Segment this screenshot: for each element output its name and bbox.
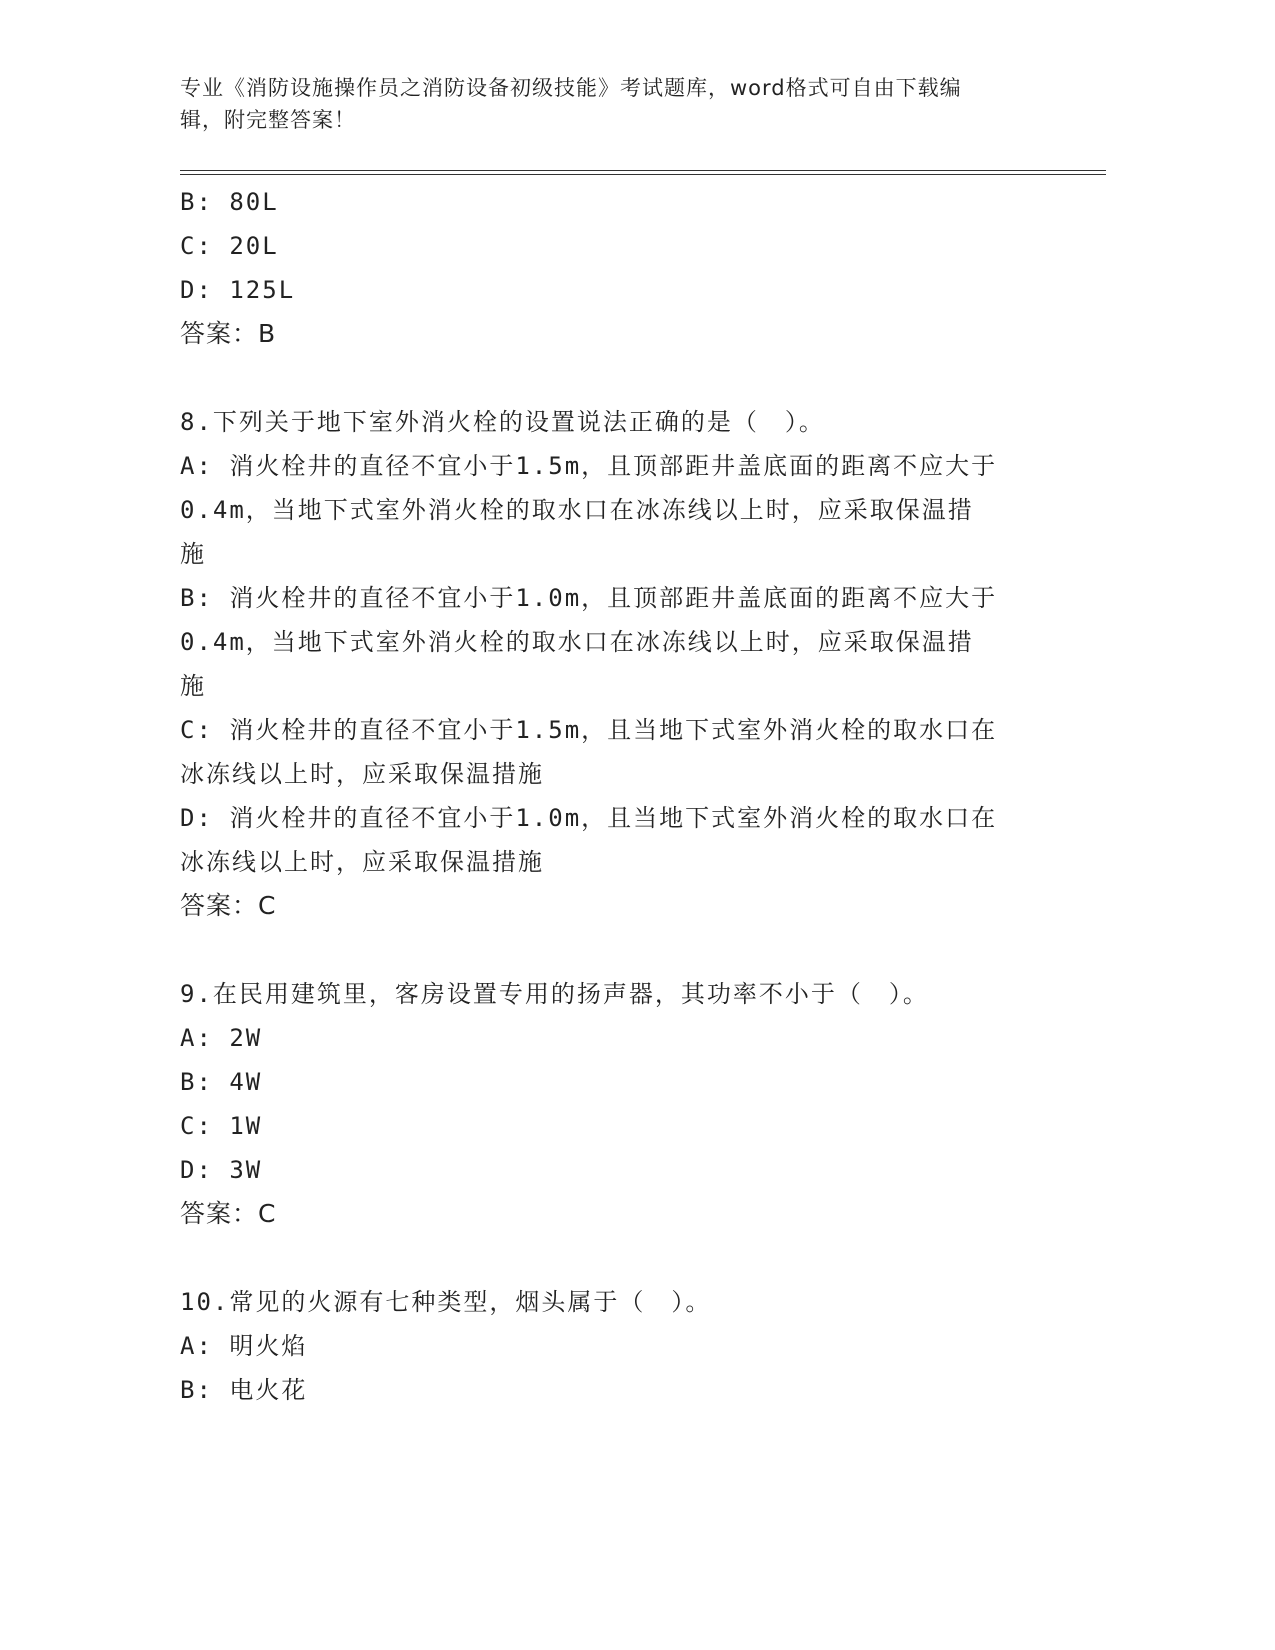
document-body [180, 180, 1050, 1412]
q10-question: 10.常见的火源有七种类型，烟头属于（ ）。 [180, 1288, 712, 1316]
q9-option-a: A: 2W [180, 1024, 263, 1052]
q8-option-b-line-2: 0.4m，当地下式室外消火栓的取水口在冰冻线以上时，应采取保温措 [180, 628, 974, 656]
spacer [180, 356, 1050, 400]
q9-option-c: C: 1W [180, 1112, 263, 1140]
header-line-2: 辑，附完整答案！ [180, 108, 356, 132]
document-header [180, 72, 1040, 136]
q7-option-d: D: 125L [180, 276, 296, 304]
q8-answer: 答案：C [180, 891, 277, 920]
question-10 [180, 1280, 1050, 1412]
q9-option-b: B: 4W [180, 1068, 263, 1096]
q8-option-c-line-1: C: 消火栓井的直径不宜小于1.5m，且当地下式室外消火栓的取水口在 [180, 716, 998, 744]
question-7 [180, 180, 1050, 356]
q9-answer: 答案：C [180, 1199, 277, 1228]
q7-answer: 答案：B [180, 319, 277, 348]
q8-option-a-line-1: A: 消火栓井的直径不宜小于1.5m，且顶部距井盖底面的距离不应大于 [180, 452, 998, 480]
spacer [180, 1236, 1050, 1280]
q8-option-c-line-2: 冰冻线以上时，应采取保温措施 [180, 760, 544, 788]
q8-question: 8.下列关于地下室外消火栓的设置说法正确的是（ ）。 [180, 408, 825, 436]
spacer [180, 928, 1050, 972]
q7-option-c: C: 20L [180, 232, 279, 260]
q8-option-b-line-1: B: 消火栓井的直径不宜小于1.0m，且顶部距井盖底面的距离不应大于 [180, 584, 998, 612]
q8-option-d-line-1: D: 消火栓井的直径不宜小于1.0m，且当地下式室外消火栓的取水口在 [180, 804, 998, 832]
q7-option-b: B: 80L [180, 188, 279, 216]
q9-question: 9.在民用建筑里，客房设置专用的扬声器，其功率不小于（ ）。 [180, 980, 929, 1008]
q10-option-b: B: 电火花 [180, 1376, 308, 1404]
header-line-1: 专业《消防设施操作员之消防设备初级技能》考试题库，word格式可自由下载编 [180, 76, 962, 100]
q8-option-a-line-2: 0.4m，当地下式室外消火栓的取水口在冰冻线以上时，应采取保温措 [180, 496, 974, 524]
q9-option-d: D: 3W [180, 1156, 263, 1184]
question-8 [180, 400, 1050, 928]
q8-option-a-line-3: 施 [180, 540, 206, 568]
q8-option-b-line-3: 施 [180, 672, 206, 700]
q8-option-d-line-2: 冰冻线以上时，应采取保温措施 [180, 848, 544, 876]
header-rule-bottom [180, 174, 1106, 175]
q10-option-a: A: 明火焰 [180, 1332, 308, 1360]
header-rule-top [180, 170, 1106, 171]
question-9 [180, 972, 1050, 1236]
